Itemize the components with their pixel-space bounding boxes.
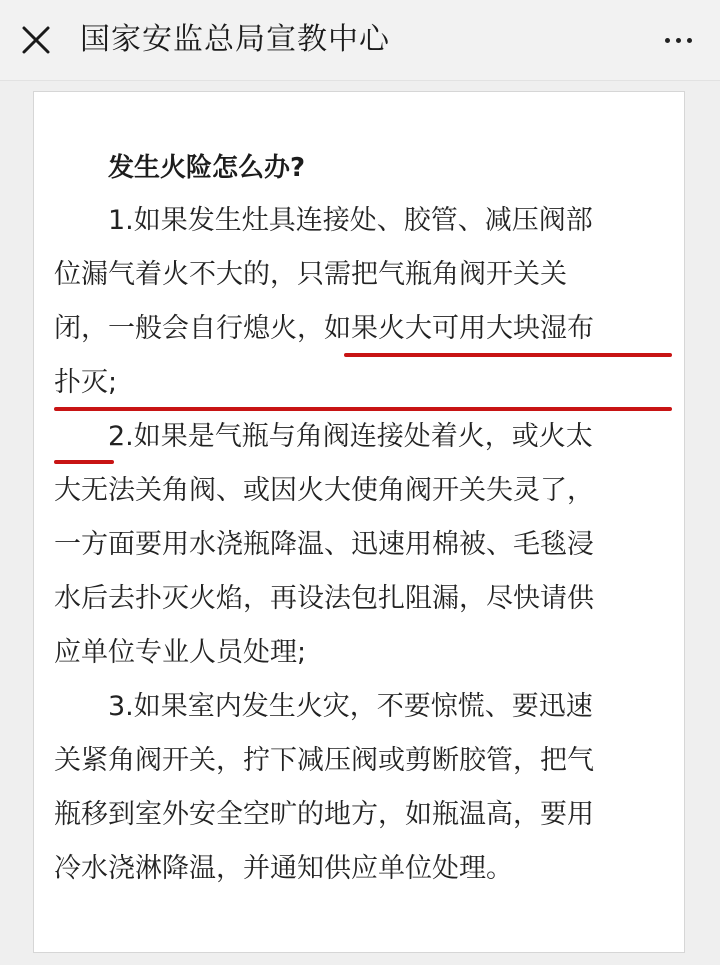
close-icon (21, 25, 51, 55)
highlight-underline (344, 353, 672, 357)
article-line: 扑灭; (54, 367, 118, 398)
article-line: 冷水浇淋降温，并通知供应单位处理。 (54, 853, 513, 884)
more-dots-icon (665, 38, 670, 43)
article-line: 一方面要用水浇瓶降温、迅速用棉被、毛毯浸 (54, 529, 594, 560)
more-dots-icon (687, 38, 692, 43)
article-body (54, 194, 674, 896)
article-line: 闭，一般会自行熄火，如果火大可用大块湿布 (54, 313, 594, 344)
article-content-area[interactable] (0, 81, 720, 965)
article-line: 水后去扑灭火焰，再设法包扎阻漏，尽快请供 (54, 583, 594, 614)
more-dots-icon (676, 38, 681, 43)
article-line: 应单位专业人员处理; (54, 637, 307, 668)
article-line: 关紧角阀开关，拧下减压阀或剪断胶管，把气 (54, 745, 594, 776)
article-line: 位漏气着火不大的，只需把气瓶角阀开关关 (54, 259, 567, 290)
close-button[interactable] (14, 18, 58, 62)
article-line: 3.如果室内发生火灾，不要惊慌、要迅速 (108, 691, 593, 722)
article-line: 1.如果发生灶具连接处、胶管、减压阀部 (108, 205, 593, 236)
article-line: 大无法关角阀、或因火大使角阀开关失灵了， (54, 475, 594, 506)
more-options-button[interactable] (650, 18, 706, 62)
article-line: 2.如果是气瓶与角阀连接处着火，或火太 (108, 421, 593, 452)
article-heading: 发生火险怎么办? (108, 153, 306, 183)
page-title: 国家安监总局宣教中心 (80, 22, 390, 57)
highlight-underline (54, 460, 114, 464)
highlight-underline (54, 407, 672, 411)
navigation-bar (0, 0, 720, 81)
article-line: 瓶移到室外安全空旷的地方，如瓶温高，要用 (54, 799, 594, 830)
article-image-card (33, 91, 685, 953)
